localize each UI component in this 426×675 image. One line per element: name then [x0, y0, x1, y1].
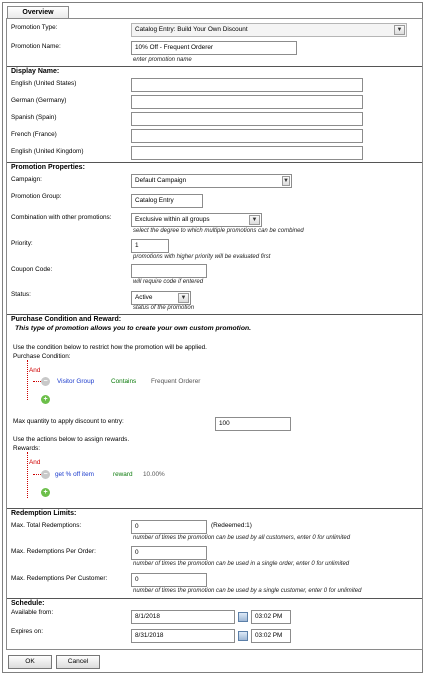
lang-label-es-es: Spanish (Spain): [11, 114, 57, 121]
purchase-condition-label: Purchase Condition:: [13, 353, 71, 360]
dropdown-arrow-icon[interactable]: ▼: [178, 293, 189, 303]
rewards-label: Rewards:: [13, 445, 40, 452]
combination-hint: select the degree to which multiple promotions can be combined: [133, 228, 304, 234]
coupon-code-input[interactable]: [131, 264, 207, 278]
promotion-group-label: Promotion Group:: [11, 193, 62, 200]
promotion-properties-header: Promotion Properties:: [7, 162, 422, 172]
redemption-limits-header: Redemption Limits:: [7, 508, 422, 518]
max-per-customer-hint: number of times the promotion can be used by a single customer, enter 0 for unlimited: [133, 588, 362, 594]
max-per-customer-label: Max. Redemptions Per Customer:: [11, 575, 108, 582]
minus-circle-icon[interactable]: −: [41, 377, 50, 386]
max-total-hint: number of times the promotion can be used by all customers, enter 0 for unlimited: [133, 535, 351, 541]
combination-value: Exclusive within all groups: [135, 216, 210, 223]
max-quantity-label: Max quantity to apply discount to entry:: [13, 418, 124, 425]
max-per-order-hint: number of times the promotion can be used in a single order, enter 0 for unlimited: [133, 561, 350, 567]
status-value: Active: [135, 294, 153, 301]
status-hint: status of the promotion: [133, 305, 195, 311]
dropdown-arrow-icon[interactable]: ▼: [249, 215, 260, 225]
condition-value[interactable]: Frequent Orderer: [151, 378, 201, 385]
priority-label: Priority:: [11, 240, 33, 247]
expires-date-input[interactable]: 8/31/2018: [131, 629, 235, 643]
status-label: Status:: [11, 291, 31, 298]
promotion-name-hint: enter promotion name: [133, 57, 192, 63]
available-from-label: Available from:: [11, 609, 54, 616]
calendar-icon[interactable]: [238, 631, 248, 641]
available-date-input[interactable]: 8/1/2018: [131, 610, 235, 624]
lang-label-fr-fr: French (France): [11, 131, 57, 138]
reward-and-operator[interactable]: And: [29, 459, 41, 466]
max-per-customer-input[interactable]: 0: [131, 573, 207, 587]
ok-button[interactable]: OK: [8, 655, 52, 669]
condition-note: Use the condition below to restrict how the promotion will be applied.: [13, 344, 207, 351]
campaign-value: Default Campaign: [135, 177, 187, 184]
coupon-code-label: Coupon Code:: [11, 266, 53, 273]
display-name-es-es-input[interactable]: [131, 112, 363, 126]
reward-tree-line: [27, 452, 28, 498]
max-total-input[interactable]: 0: [131, 520, 207, 534]
schedule-header: Schedule:: [7, 598, 422, 608]
calendar-icon[interactable]: [238, 612, 248, 622]
promotion-name-input[interactable]: 10% Off - Frequent Orderer: [131, 41, 297, 55]
reward-type[interactable]: reward: [113, 471, 133, 478]
purchase-condition-header: Purchase Condition and Reward:: [7, 314, 422, 324]
display-name-header: Display Name:: [7, 66, 422, 76]
reward-value[interactable]: 10.00%: [143, 471, 165, 478]
lang-label-en-us: English (United States): [11, 80, 77, 87]
purchase-intro-text: This type of promotion allows you to create your own custom promotion.: [15, 325, 252, 332]
dropdown-arrow-icon[interactable]: ▼: [283, 178, 289, 184]
condition-tree-line: [27, 360, 28, 400]
reward-branch-line: [33, 474, 41, 475]
available-time-input[interactable]: 03:02 PM: [251, 610, 291, 624]
overview-panel: [6, 18, 423, 650]
condition-field[interactable]: Visitor Group: [57, 378, 95, 385]
max-per-order-label: Max. Redemptions Per Order:: [11, 548, 96, 555]
condition-and-operator[interactable]: And: [29, 367, 41, 374]
redeemed-count: (Redeemed:1): [211, 522, 252, 529]
coupon-code-hint: will require code if entered: [133, 279, 204, 285]
promotion-type-label: Promotion Type:: [11, 24, 58, 31]
condition-operator[interactable]: Contains: [111, 378, 137, 385]
lang-label-de-de: German (Germany): [11, 97, 67, 104]
status-select[interactable]: [131, 291, 191, 305]
reward-action[interactable]: get % off item: [55, 471, 94, 478]
max-quantity-input[interactable]: 100: [215, 417, 291, 431]
campaign-select[interactable]: [131, 174, 292, 188]
priority-hint: promotions with higher priority will be evaluated first: [133, 254, 271, 260]
expires-time-input[interactable]: 03:02 PM: [251, 629, 291, 643]
expires-on-label: Expires on:: [11, 628, 43, 635]
plus-circle-icon[interactable]: +: [41, 488, 50, 497]
minus-circle-icon[interactable]: −: [41, 470, 50, 479]
dropdown-arrow-icon[interactable]: ▼: [394, 25, 405, 35]
promotion-editor-window: [2, 2, 423, 673]
condition-branch-line: [33, 381, 41, 382]
lang-label-en-gb: English (United Kingdom): [11, 148, 84, 155]
combination-select[interactable]: [131, 213, 262, 227]
cancel-button[interactable]: Cancel: [56, 655, 100, 669]
actions-note: Use the actions below to assign rewards.: [13, 436, 130, 443]
tab-overview[interactable]: Overview: [7, 6, 69, 19]
promotion-type-value: Catalog Entry: Build Your Own Discount: [135, 26, 248, 33]
promotion-type-select[interactable]: [131, 23, 407, 37]
priority-input[interactable]: 1: [131, 239, 169, 253]
promotion-group-field[interactable]: Catalog Entry: [131, 194, 203, 208]
promotion-name-label: Promotion Name:: [11, 43, 61, 50]
display-name-fr-fr-input[interactable]: [131, 129, 363, 143]
combination-label: Combination with other promotions:: [11, 214, 112, 221]
plus-circle-icon[interactable]: +: [41, 395, 50, 404]
max-total-label: Max. Total Redemptions:: [11, 522, 82, 529]
display-name-en-us-input[interactable]: [131, 78, 363, 92]
display-name-en-gb-input[interactable]: [131, 146, 363, 160]
display-name-de-de-input[interactable]: [131, 95, 363, 109]
max-per-order-input[interactable]: 0: [131, 546, 207, 560]
campaign-label: Campaign:: [11, 176, 42, 183]
